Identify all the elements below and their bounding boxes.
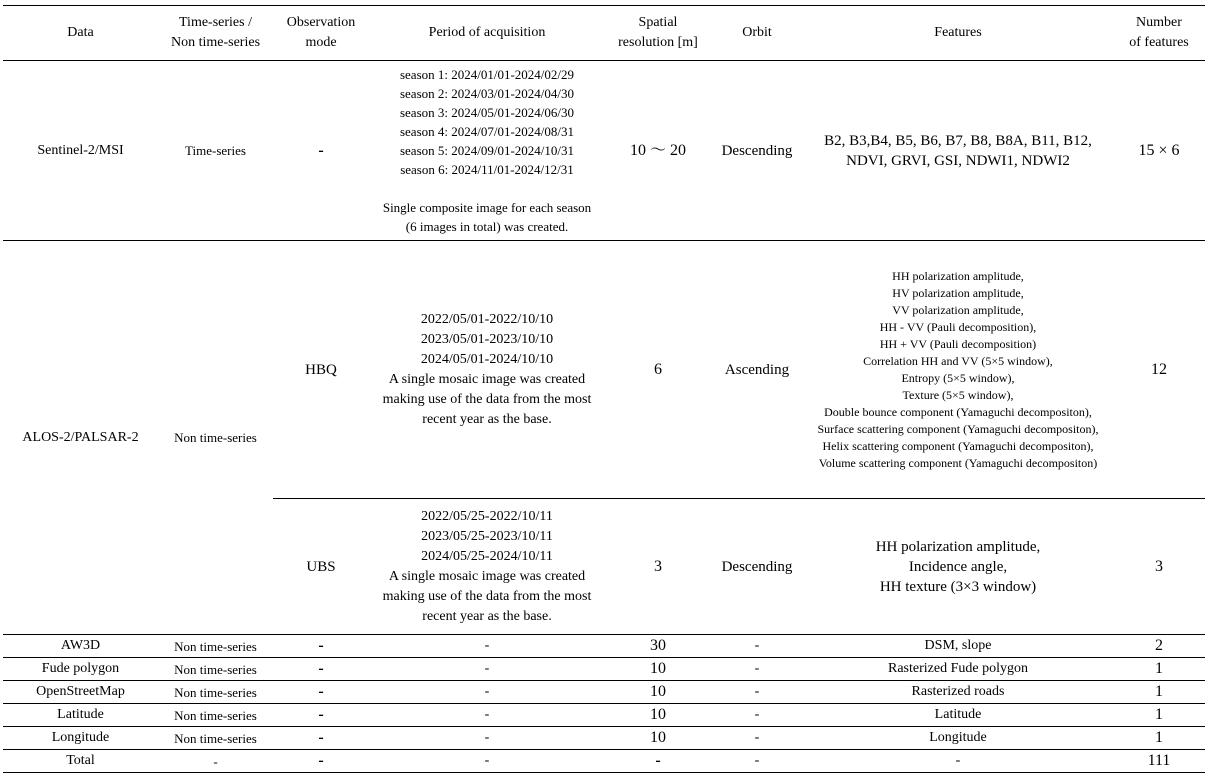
cell-data: Total <box>3 750 158 773</box>
cell-observation-mode: - <box>273 727 369 750</box>
cell-time-series: Non time-series <box>158 635 273 658</box>
cell-features: Latitude <box>803 704 1113 727</box>
cell-data: Latitude <box>3 704 158 727</box>
cell-number-of-features: 1 <box>1113 727 1205 750</box>
cell-time-series: Non time-series <box>158 704 273 727</box>
cell-period: - <box>369 635 605 658</box>
table-row <box>3 727 1205 750</box>
cell-spatial-resolution: 3 <box>605 499 711 635</box>
header-period: Period of acquisition <box>369 6 605 61</box>
cell-orbit: Ascending <box>711 241 803 499</box>
cell-period: 2022/05/01-2022/10/10 2023/05/01-2023/10/10 2024/05/01-2024/10/10 A single mosaic image was created making use of the data from the most recent year as the base. <box>369 241 605 499</box>
cell-features: DSM, slope <box>803 635 1113 658</box>
header-observation-mode: Observation mode <box>273 6 369 61</box>
cell-features: HH polarization amplitude, HV polarization amplitude, VV polarization amplitude, HH - VV (Pauli decomposition), HH + VV (Pauli decomposition) Correlation HH and VV (5×5 window), Entropy (5×5 window), Texture (5×5 window), Double bounce component (Yamaguchi decompositon), Surface scattering component (Yamaguchi decompositon), Helix scattering component (Yamaguchi decompositon), Volume scattering component (Yamaguchi decompositon) <box>803 241 1113 499</box>
cell-time-series: Time-series <box>158 61 273 241</box>
cell-time-series: Non time-series <box>158 658 273 681</box>
cell-orbit: - <box>711 704 803 727</box>
cell-orbit: Descending <box>711 499 803 635</box>
table-row <box>3 704 1205 727</box>
header-features: Features <box>803 6 1113 61</box>
cell-observation-mode: - <box>273 750 369 773</box>
cell-number-of-features: 3 <box>1113 499 1205 635</box>
cell-features: - <box>803 750 1113 773</box>
cell-orbit: - <box>711 658 803 681</box>
cell-data: Sentinel-2/MSI <box>3 61 158 241</box>
cell-observation-mode: UBS <box>273 499 369 635</box>
cell-observation-mode: - <box>273 681 369 704</box>
cell-period: 2022/05/25-2022/10/11 2023/05/25-2023/10/11 2024/05/25-2024/10/11 A single mosaic image was created making use of the data from the most recent year as the base. <box>369 499 605 635</box>
cell-observation-mode: - <box>273 658 369 681</box>
header-data: Data <box>3 6 158 61</box>
cell-spatial-resolution: - <box>605 750 711 773</box>
data-features-table <box>3 5 1205 773</box>
header-time-series: Time-series / Non time-series <box>158 6 273 61</box>
cell-period: - <box>369 704 605 727</box>
cell-spatial-resolution: 10 <box>605 727 711 750</box>
cell-spatial-resolution: 30 <box>605 635 711 658</box>
cell-period: - <box>369 681 605 704</box>
cell-orbit: - <box>711 635 803 658</box>
table-row <box>3 658 1205 681</box>
cell-time-series: Non time-series <box>158 241 273 635</box>
cell-number-of-features: 15 × 6 <box>1113 61 1205 241</box>
cell-data: Longitude <box>3 727 158 750</box>
header-spatial-resolution: Spatial resolution [m] <box>605 6 711 61</box>
cell-number-of-features: 1 <box>1113 658 1205 681</box>
cell-time-series: - <box>158 750 273 773</box>
cell-period: - <box>369 727 605 750</box>
cell-observation-mode: - <box>273 635 369 658</box>
cell-spatial-resolution: 6 <box>605 241 711 499</box>
cell-number-of-features: 1 <box>1113 704 1205 727</box>
header-row <box>3 6 1205 61</box>
cell-period: - <box>369 658 605 681</box>
table-row-alos-hbq <box>3 241 1205 499</box>
cell-number-of-features: 111 <box>1113 750 1205 773</box>
cell-orbit: Descending <box>711 61 803 241</box>
cell-features: HH polarization amplitude, Incidence angle, HH texture (3×3 window) <box>803 499 1113 635</box>
table-row-sentinel <box>3 61 1205 241</box>
cell-observation-mode: HBQ <box>273 241 369 499</box>
cell-number-of-features: 12 <box>1113 241 1205 499</box>
table-row <box>3 635 1205 658</box>
cell-spatial-resolution: 10 <box>605 658 711 681</box>
cell-orbit: - <box>711 750 803 773</box>
cell-spatial-resolution: 10 <box>605 681 711 704</box>
cell-number-of-features: 2 <box>1113 635 1205 658</box>
cell-data: Fude polygon <box>3 658 158 681</box>
cell-features: Longitude <box>803 727 1113 750</box>
cell-period: - <box>369 750 605 773</box>
total-row <box>3 750 1205 773</box>
cell-number-of-features: 1 <box>1113 681 1205 704</box>
cell-observation-mode: - <box>273 704 369 727</box>
cell-data: ALOS-2/PALSAR-2 <box>3 241 158 635</box>
cell-data: AW3D <box>3 635 158 658</box>
cell-time-series: Non time-series <box>158 727 273 750</box>
cell-time-series: Non time-series <box>158 681 273 704</box>
cell-features: Rasterized Fude polygon <box>803 658 1113 681</box>
cell-orbit: - <box>711 727 803 750</box>
cell-features: Rasterized roads <box>803 681 1113 704</box>
cell-orbit: - <box>711 681 803 704</box>
table-row <box>3 681 1205 704</box>
cell-spatial-resolution: 10 <box>605 704 711 727</box>
cell-observation-mode: - <box>273 61 369 241</box>
cell-period: season 1: 2024/01/01-2024/02/29 season 2: 2024/03/01-2024/04/30 season 3: 2024/05/01-2024/06/30 season 4: 2024/07/01-2024/08/31 season 5: 2024/09/01-2024/10/31 season 6: 2024/11/01-2024/12/31 Single composite image for each season (6 images in total) was created. <box>369 61 605 241</box>
cell-features: B2, B3,B4, B5, B6, B7, B8, B8A, B11, B12, NDVI, GRVI, GSI, NDWI1, NDWI2 <box>803 61 1113 241</box>
cell-spatial-resolution: 10 ～ 20 <box>605 61 711 241</box>
header-number-of-features: Number of features <box>1113 6 1205 61</box>
header-orbit: Orbit <box>711 6 803 61</box>
cell-data: OpenStreetMap <box>3 681 158 704</box>
